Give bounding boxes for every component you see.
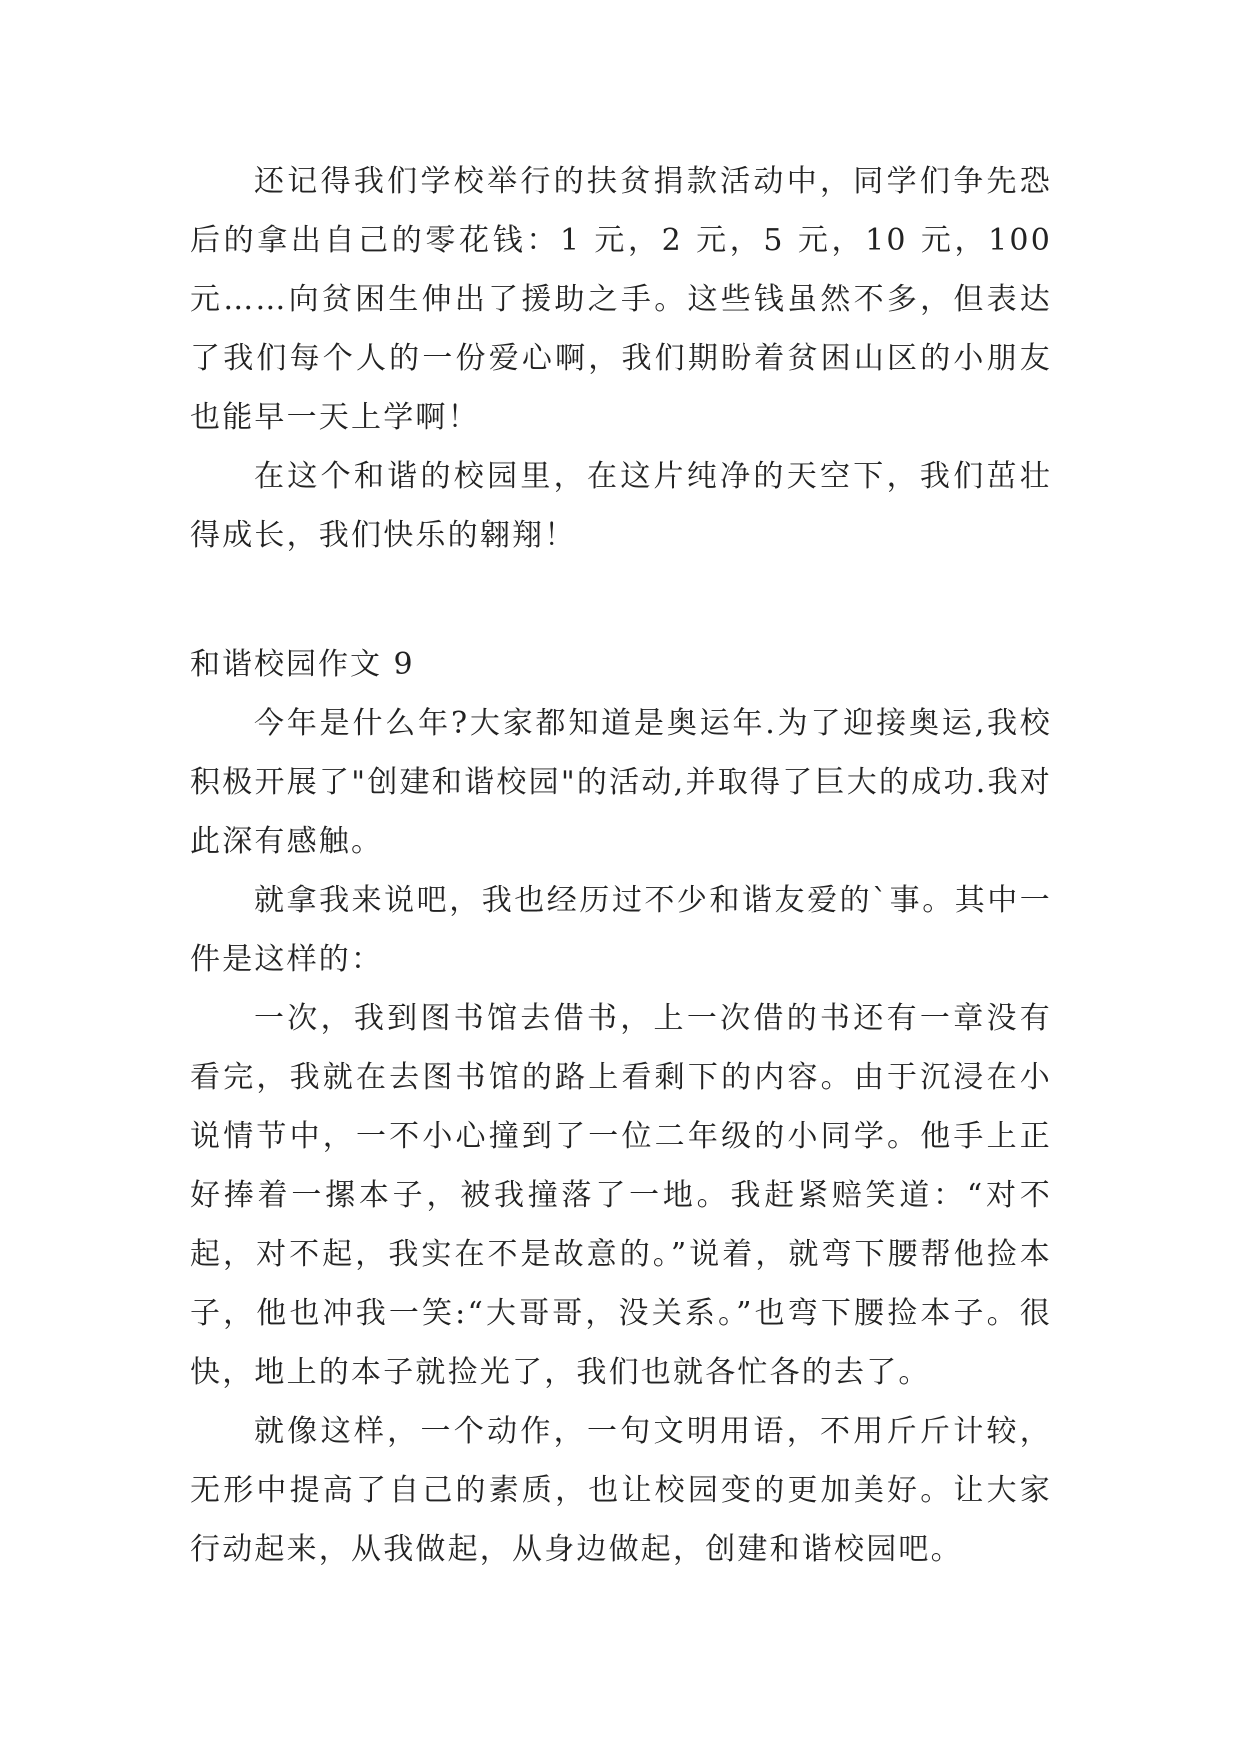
paragraph: 就拿我来说吧，我也经历过不少和谐友爱的`事。其中一件是这样的： bbox=[190, 883, 1052, 977]
essay-9 bbox=[190, 635, 1052, 1579]
paragraph: 还记得我们学校举行的扶贫捐款活动中，同学们争先恐后的拿出自己的零花钱：1 元，2 元，5 元，10 元，100 元……向贫困生伸出了援助之手。这些钱虽然不多，但表达了我们每个人的一份爱心啊，我们期盼着贫困山区的小朋友也能早一天上学啊！ bbox=[190, 164, 1052, 435]
paragraph: 在这个和谐的校园里，在这片纯净的天空下，我们茁壮得成长，我们快乐的翱翔！ bbox=[190, 459, 1052, 553]
paragraph: 今年是什么年?大家都知道是奥运年.为了迎接奥运,我校积极开展了"创建和谐校园"的活动,并取得了巨大的成功.我对此深有感触。 bbox=[190, 706, 1052, 859]
essay-title: 和谐校园作文 9 bbox=[190, 647, 415, 682]
paragraph: 一次，我到图书馆去借书，上一次借的书还有一章没有看完，我就在去图书馆的路上看剩下的内容。由于沉浸在小说情节中，一不小心撞到了一位二年级的小同学。他手上正好捧着一摞本子，被我撞落了一地。我赶紧赔笑道：“对不起，对不起，我实在不是故意的。”说着，就弯下腰帮他捡本子，他也冲我一笑:“大哥哥，没关系。”也弯下腰捡本子。很快，地上的本子就捡光了，我们也就各忙各的去了。 bbox=[190, 1001, 1052, 1390]
paragraph: 就像这样，一个动作，一句文明用语，不用斤斤计较，无形中提高了自己的素质，也让校园变的更加美好。让大家行动起来，从我做起，从身边做起，创建和谐校园吧。 bbox=[190, 1414, 1052, 1567]
previous-essay-ending bbox=[190, 152, 1052, 565]
document-page bbox=[190, 152, 1052, 1579]
